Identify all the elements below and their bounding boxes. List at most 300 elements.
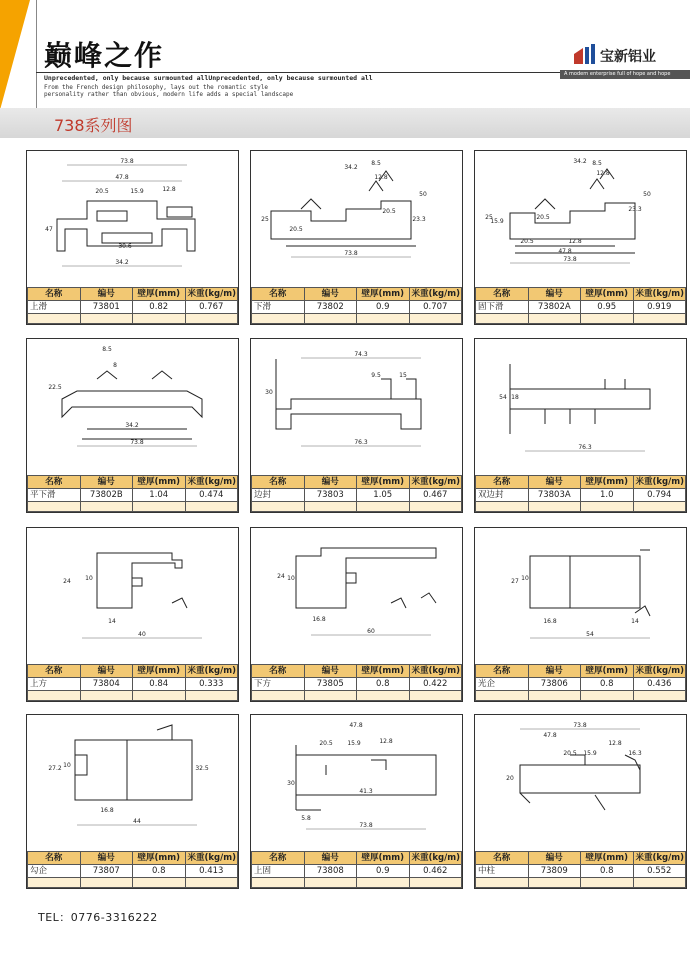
meter-weight: 0.436 xyxy=(633,678,686,691)
dimension-label: 50 xyxy=(643,191,651,198)
profile-outline xyxy=(369,181,383,191)
spec-blank-row xyxy=(476,878,686,888)
profile-outline xyxy=(595,795,605,810)
brand-slogan: A modern enterprise full of hope and hope xyxy=(560,70,690,79)
profile-card xyxy=(474,338,687,513)
profile-svg xyxy=(251,339,462,469)
spec-table xyxy=(251,475,462,512)
header-name: 名称 xyxy=(476,476,529,489)
blank-cell xyxy=(133,314,186,324)
profile-svg xyxy=(27,528,238,658)
profile-svg xyxy=(27,715,238,845)
blank-cell xyxy=(409,314,462,324)
blank-cell xyxy=(252,314,305,324)
spec-blank-row xyxy=(476,314,686,324)
blank-cell xyxy=(28,691,81,701)
spec-header-row xyxy=(476,476,686,489)
spec-value-row xyxy=(28,865,238,878)
spec-value-row xyxy=(476,301,686,314)
blank-cell xyxy=(252,502,305,512)
dimension-label: 47.8 xyxy=(543,732,557,739)
header-name: 名称 xyxy=(476,852,529,865)
header-code: 编号 xyxy=(80,476,133,489)
spec-header-row xyxy=(28,665,238,678)
header-code: 编号 xyxy=(528,852,581,865)
brand-logo-icon xyxy=(574,44,596,64)
header-thickness: 壁厚(mm) xyxy=(133,476,186,489)
header-weight: 米重(kg/m) xyxy=(185,852,238,865)
profile-outline xyxy=(132,578,142,586)
wall-thickness: 0.95 xyxy=(581,301,634,314)
profile-code: 73807 xyxy=(80,865,133,878)
header-name: 名称 xyxy=(252,288,305,301)
dimension-label: 20.5 xyxy=(563,750,577,757)
dimension-label: 34.2 xyxy=(125,422,139,429)
header-code: 编号 xyxy=(304,852,357,865)
dimension-label: 9.5 xyxy=(371,372,381,379)
dimension-label: 14 xyxy=(108,618,116,625)
description-line: From the French design philosophy, lays out the romantic style xyxy=(44,84,268,91)
spec-value-row xyxy=(252,301,462,314)
wall-thickness: 1.05 xyxy=(357,489,410,502)
profile-svg xyxy=(475,715,686,845)
spec-header-row xyxy=(252,476,462,489)
wall-thickness: 0.84 xyxy=(133,678,186,691)
spec-header-row xyxy=(252,852,462,865)
meter-weight: 0.462 xyxy=(409,865,462,878)
dimension-label: 12.8 xyxy=(162,186,176,193)
header-name: 名称 xyxy=(28,852,81,865)
dimension-label: 8 xyxy=(113,362,117,369)
dimension-label: 76.3 xyxy=(578,444,592,451)
meter-weight: 0.422 xyxy=(409,678,462,691)
header-name: 名称 xyxy=(28,476,81,489)
profile-svg xyxy=(475,339,686,469)
wall-thickness: 0.8 xyxy=(581,678,634,691)
dimension-label: 12.8 xyxy=(379,738,393,745)
dimension-label: 10 xyxy=(63,762,71,769)
dimension-label: 20.5 xyxy=(289,226,303,233)
profile-name: 勾企 xyxy=(28,865,81,878)
profile-code: 73803A xyxy=(528,489,581,502)
description-line: personality rather than obvious, modern life adds a special landscape xyxy=(44,91,294,99)
profile-code: 73802 xyxy=(304,301,357,314)
profile-outline xyxy=(590,179,604,189)
meter-weight: 0.413 xyxy=(185,865,238,878)
spec-header-row xyxy=(252,288,462,301)
profile-code: 73803 xyxy=(304,489,357,502)
dimension-label: 73.8 xyxy=(573,722,587,729)
blank-cell xyxy=(633,878,686,888)
dimension-label: 41.3 xyxy=(359,788,373,795)
dimension-label: 5.8 xyxy=(301,815,311,822)
profile-svg xyxy=(475,151,686,281)
contact-phone: TEL：0776-3316222 xyxy=(38,911,158,924)
profile-cross-section-drawing xyxy=(251,151,462,281)
profile-outline xyxy=(371,760,386,770)
spec-header-row xyxy=(252,665,462,678)
profile-card xyxy=(474,714,687,889)
dimension-label: 12.8 xyxy=(374,174,388,181)
profile-card xyxy=(250,714,463,889)
page-header xyxy=(0,0,690,108)
header-code: 编号 xyxy=(528,288,581,301)
spec-table xyxy=(475,475,686,512)
profile-cross-section-drawing xyxy=(251,528,462,658)
profile-name: 上固 xyxy=(252,865,305,878)
header-name: 名称 xyxy=(28,665,81,678)
dimension-label: 34.2 xyxy=(344,164,358,171)
profile-cross-section-drawing xyxy=(27,151,238,281)
profile-cross-section-drawing xyxy=(27,528,238,658)
profile-cross-section-drawing xyxy=(27,339,238,469)
dimension-label: 27 xyxy=(511,578,519,585)
profile-outline xyxy=(75,755,87,775)
dimension-label: 10 xyxy=(287,575,295,582)
header-weight: 米重(kg/m) xyxy=(633,665,686,678)
dimension-label: 12.8 xyxy=(596,170,610,177)
spec-value-row xyxy=(252,489,462,502)
header-weight: 米重(kg/m) xyxy=(633,476,686,489)
page-title: 巅峰之作 xyxy=(44,39,165,72)
spec-value-row xyxy=(476,865,686,878)
header-thickness: 壁厚(mm) xyxy=(133,665,186,678)
header-code: 编号 xyxy=(304,665,357,678)
blank-cell xyxy=(476,878,529,888)
meter-weight: 0.552 xyxy=(633,865,686,878)
brand-name: 宝新铝业 xyxy=(600,49,656,65)
blank-cell xyxy=(133,502,186,512)
series-title: 738系列图 xyxy=(54,116,133,135)
meter-weight: 0.707 xyxy=(409,301,462,314)
profile-outline xyxy=(510,203,635,239)
spec-table xyxy=(475,851,686,888)
wall-thickness: 0.8 xyxy=(133,865,186,878)
profile-outline xyxy=(97,371,117,379)
blank-cell xyxy=(476,502,529,512)
dimension-label: 25 xyxy=(261,216,269,223)
profile-cross-section-drawing xyxy=(251,339,462,469)
meter-weight: 0.467 xyxy=(409,489,462,502)
blank-cell xyxy=(409,502,462,512)
header-thickness: 壁厚(mm) xyxy=(133,852,186,865)
header-name: 名称 xyxy=(28,288,81,301)
profile-card xyxy=(26,714,239,889)
blank-cell xyxy=(133,878,186,888)
meter-weight: 0.474 xyxy=(185,489,238,502)
spec-table xyxy=(27,664,238,701)
profile-name: 光企 xyxy=(476,678,529,691)
dimension-label: 73.8 xyxy=(120,158,134,165)
blank-cell xyxy=(80,502,133,512)
spec-value-row xyxy=(28,301,238,314)
blank-cell xyxy=(28,314,81,324)
spec-table xyxy=(251,851,462,888)
profile-outline xyxy=(62,391,202,417)
profile-outline xyxy=(97,553,182,608)
blank-cell xyxy=(528,314,581,324)
meter-weight: 0.333 xyxy=(185,678,238,691)
dimension-label: 8.5 xyxy=(592,160,602,167)
spec-value-row xyxy=(252,865,462,878)
tagline: Unprecedented, only because surmounted allUnprecedented, only because surmounted all xyxy=(44,74,373,82)
blank-cell xyxy=(185,878,238,888)
header-thickness: 壁厚(mm) xyxy=(357,665,410,678)
header-thickness: 壁厚(mm) xyxy=(581,288,634,301)
profile-outline xyxy=(301,199,321,209)
dimension-label: 34.2 xyxy=(573,158,587,165)
spec-table xyxy=(27,475,238,512)
blank-cell xyxy=(357,691,410,701)
blank-cell xyxy=(476,314,529,324)
blank-cell xyxy=(28,502,81,512)
profile-outline xyxy=(167,207,192,217)
header-weight: 米重(kg/m) xyxy=(409,288,462,301)
spec-table xyxy=(27,287,238,324)
profile-svg xyxy=(475,528,686,658)
header-thickness: 壁厚(mm) xyxy=(357,288,410,301)
profile-card xyxy=(474,527,687,702)
dimension-label: 54 xyxy=(586,631,594,638)
profile-name: 下滑 xyxy=(252,301,305,314)
profile-code: 73805 xyxy=(304,678,357,691)
dimension-label: 23.3 xyxy=(412,216,426,223)
spec-blank-row xyxy=(28,314,238,324)
header-thickness: 壁厚(mm) xyxy=(581,476,634,489)
profile-svg xyxy=(27,151,238,281)
dimension-label: 15.9 xyxy=(490,218,504,225)
profile-card xyxy=(250,338,463,513)
blank-cell xyxy=(633,691,686,701)
blank-cell xyxy=(28,878,81,888)
header-code: 编号 xyxy=(80,288,133,301)
dimension-label: 15.9 xyxy=(347,740,361,747)
profile-name: 双边封 xyxy=(476,489,529,502)
profile-outline xyxy=(346,573,356,583)
blank-cell xyxy=(304,314,357,324)
dimension-label: 20.5 xyxy=(95,188,109,195)
profile-card xyxy=(26,527,239,702)
dimension-label: 22.5 xyxy=(48,384,62,391)
profile-name: 边封 xyxy=(252,489,305,502)
wall-thickness: 0.8 xyxy=(357,678,410,691)
spec-blank-row xyxy=(28,878,238,888)
dimension-label: 20.5 xyxy=(382,208,396,215)
header-weight: 米重(kg/m) xyxy=(409,852,462,865)
profile-outline xyxy=(510,389,650,409)
spec-header-row xyxy=(476,665,686,678)
blank-cell xyxy=(528,878,581,888)
dimension-label: 24 xyxy=(63,578,71,585)
spec-value-row xyxy=(252,678,462,691)
wall-thickness: 0.8 xyxy=(581,865,634,878)
profile-name: 平下滑 xyxy=(28,489,81,502)
spec-table xyxy=(251,664,462,701)
blank-cell xyxy=(357,878,410,888)
header-weight: 米重(kg/m) xyxy=(185,665,238,678)
spec-blank-row xyxy=(28,691,238,701)
blank-cell xyxy=(252,691,305,701)
profile-cross-section-drawing xyxy=(475,151,686,281)
profile-code: 73809 xyxy=(528,865,581,878)
profile-outline xyxy=(406,379,416,399)
description xyxy=(44,84,293,98)
header-thickness: 壁厚(mm) xyxy=(357,476,410,489)
dimension-label: 47.8 xyxy=(349,722,363,729)
dimension-label: 20.5 xyxy=(319,740,333,747)
dimension-label: 40 xyxy=(138,631,146,638)
meter-weight: 0.919 xyxy=(633,301,686,314)
blank-cell xyxy=(80,691,133,701)
dimension-label: 12.8 xyxy=(608,740,622,747)
profile-outline xyxy=(625,755,640,770)
spec-blank-row xyxy=(252,502,462,512)
wall-thickness: 1.0 xyxy=(581,489,634,502)
profile-outline xyxy=(102,233,152,243)
dimension-label: 73.8 xyxy=(359,822,373,829)
profile-outline xyxy=(296,548,436,608)
header-code: 编号 xyxy=(528,476,581,489)
dimension-label: 47.8 xyxy=(115,174,129,181)
blank-cell xyxy=(80,878,133,888)
blank-cell xyxy=(633,314,686,324)
profile-name: 下方 xyxy=(252,678,305,691)
header-divider xyxy=(36,0,37,108)
dimension-label: 25 xyxy=(485,214,493,221)
dimension-label: 16.8 xyxy=(312,616,326,623)
dimension-label: 20 xyxy=(506,775,514,782)
spec-blank-row xyxy=(252,314,462,324)
dimension-label: 73.8 xyxy=(130,439,144,446)
blank-cell xyxy=(357,314,410,324)
profile-outline xyxy=(152,371,172,379)
profile-cross-section-drawing xyxy=(475,528,686,658)
header-weight: 米重(kg/m) xyxy=(185,288,238,301)
profile-outline xyxy=(271,201,411,239)
header-code: 编号 xyxy=(80,852,133,865)
profile-outline xyxy=(535,199,555,209)
profile-code: 73801 xyxy=(80,301,133,314)
dimension-label: 50 xyxy=(419,191,427,198)
spec-value-row xyxy=(28,489,238,502)
profile-svg xyxy=(27,339,238,469)
dimension-label: 10 xyxy=(85,575,93,582)
profile-card xyxy=(250,527,463,702)
blank-cell xyxy=(185,502,238,512)
profile-code: 73802A xyxy=(528,301,581,314)
blank-cell xyxy=(581,502,634,512)
profile-code: 73806 xyxy=(528,678,581,691)
profile-outline xyxy=(530,556,640,608)
spec-blank-row xyxy=(28,502,238,512)
spec-table xyxy=(475,287,686,324)
dimension-label: 30.6 xyxy=(118,243,132,250)
dimension-label: 15.9 xyxy=(583,750,597,757)
profile-cross-section-drawing xyxy=(27,715,238,845)
dimension-label: 10 xyxy=(521,575,529,582)
spec-header-row xyxy=(28,476,238,489)
profile-card xyxy=(26,150,239,325)
profile-cross-section-drawing xyxy=(475,339,686,469)
profile-cross-section-drawing xyxy=(251,715,462,845)
header-weight: 米重(kg/m) xyxy=(633,288,686,301)
blank-cell xyxy=(304,502,357,512)
blank-cell xyxy=(185,314,238,324)
blank-cell xyxy=(304,691,357,701)
wall-thickness: 0.9 xyxy=(357,301,410,314)
spec-blank-row xyxy=(252,878,462,888)
header-weight: 米重(kg/m) xyxy=(409,665,462,678)
dimension-label: 16.8 xyxy=(543,618,557,625)
dimension-label: 34.2 xyxy=(115,259,129,266)
blank-cell xyxy=(185,691,238,701)
meter-weight: 0.767 xyxy=(185,301,238,314)
dimension-label: 32.5 xyxy=(195,765,209,772)
wall-thickness: 0.9 xyxy=(357,865,410,878)
dimension-label: 47.8 xyxy=(558,248,572,255)
profile-code: 73802B xyxy=(80,489,133,502)
dimension-label: 20.5 xyxy=(536,214,550,221)
blank-cell xyxy=(633,502,686,512)
wall-thickness: 1.04 xyxy=(133,489,186,502)
header-code: 编号 xyxy=(80,665,133,678)
dimension-label: 14 xyxy=(631,618,639,625)
spec-table xyxy=(27,851,238,888)
profile-outline xyxy=(391,598,406,608)
profile-outline xyxy=(520,765,640,793)
profile-card xyxy=(26,338,239,513)
header-weight: 米重(kg/m) xyxy=(633,852,686,865)
spec-table xyxy=(251,287,462,324)
dimension-label: 23.3 xyxy=(628,206,642,213)
spec-header-row xyxy=(476,288,686,301)
dimension-label: 16.8 xyxy=(100,807,114,814)
profile-svg xyxy=(251,715,462,845)
header-thickness: 壁厚(mm) xyxy=(133,288,186,301)
meter-weight: 0.794 xyxy=(633,489,686,502)
profile-name: 中柱 xyxy=(476,865,529,878)
dimension-label: 8.5 xyxy=(371,160,381,167)
spec-value-row xyxy=(28,678,238,691)
spec-table xyxy=(475,664,686,701)
spec-header-row xyxy=(476,852,686,865)
dimension-label: 73.8 xyxy=(563,256,577,263)
spec-blank-row xyxy=(476,691,686,701)
profile-outline xyxy=(381,379,391,399)
dimension-label: 73.8 xyxy=(344,250,358,257)
dimension-label: 30 xyxy=(265,389,273,396)
spec-header-row xyxy=(28,288,238,301)
profile-svg xyxy=(251,528,462,658)
profile-cross-section-drawing xyxy=(475,715,686,845)
header-thickness: 壁厚(mm) xyxy=(581,852,634,865)
header-name: 名称 xyxy=(476,288,529,301)
profile-name: 上滑 xyxy=(28,301,81,314)
header-code: 编号 xyxy=(304,476,357,489)
header-weight: 米重(kg/m) xyxy=(409,476,462,489)
spec-blank-row xyxy=(252,691,462,701)
blank-cell xyxy=(581,314,634,324)
dimension-label: 15 xyxy=(399,372,407,379)
header-code: 编号 xyxy=(528,665,581,678)
dimension-label: 18 xyxy=(511,394,519,401)
corner-accent xyxy=(0,0,30,110)
profile-card xyxy=(250,150,463,325)
profile-svg xyxy=(251,151,462,281)
blank-cell xyxy=(409,878,462,888)
blank-cell xyxy=(252,878,305,888)
spec-header-row xyxy=(28,852,238,865)
